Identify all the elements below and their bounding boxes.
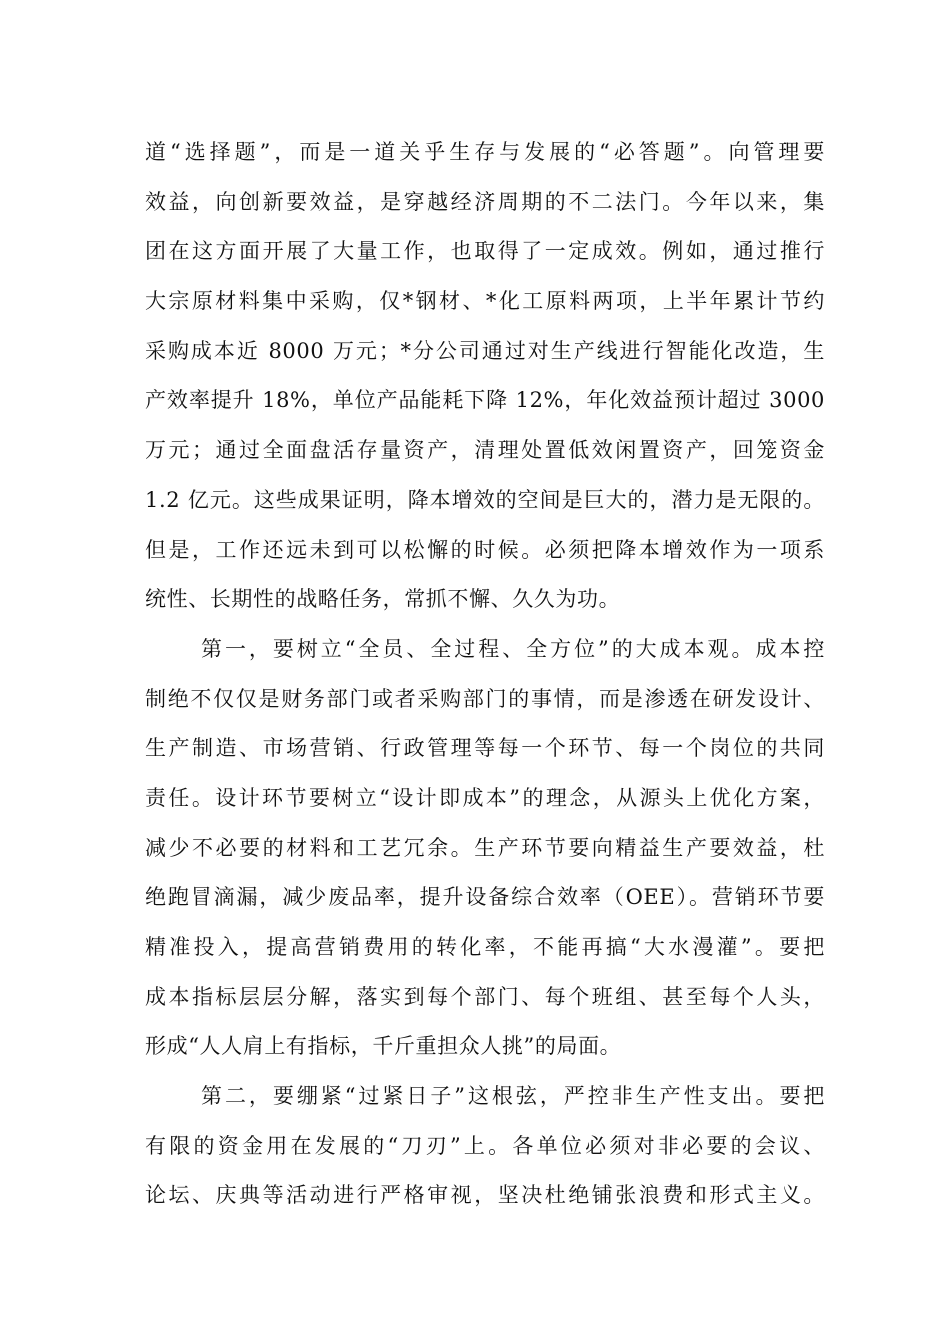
text-line: 产效率提升 18%，单位产品能耗下降 12%，年化效益预计超过 3000 [145,388,825,413]
text-line: 责任。设计环节要树立“设计即成本”的理念，从源头上优化方案， [145,785,825,810]
text-line: 效益，向创新要效益，是穿越经济周期的不二法门。今年以来，集 [145,189,825,214]
text-line: 万元；通过全面盘活存量资产，清理处置低效闲置资产，回笼资金 [145,438,825,463]
text-line: 减少不必要的材料和工艺冗余。生产环节要向精益生产要效益，杜 [145,835,825,860]
text-line: 采购成本近 8000 万元；*分公司通过对生产线进行智能化改造，生 [145,338,825,363]
text-line: 大宗原材料集中采购，仅*钢材、*化工原料两项，上半年累计节约 [145,289,825,314]
text-line: 有限的资金用在发展的“刀刃”上。各单位必须对非必要的会议、 [145,1133,825,1158]
text-line: 团在这方面开展了大量工作，也取得了一定成效。例如，通过推行 [145,239,825,264]
text-line: 论坛、庆典等活动进行严格审视，坚决杜绝铺张浪费和形式主义。 [145,1183,825,1208]
text-line: 但是，工作还远未到可以松懈的时候。必须把降本增效作为一项系 [145,537,825,562]
text-line: 1.2 亿元。这些成果证明，降本增效的空间是巨大的，潜力是无限的。 [145,487,825,512]
text-line: 生产制造、市场营销、行政管理等每一个环节、每一个岗位的共同 [145,736,825,761]
text-line: 形成“人人肩上有指标，千斤重担众人挑”的局面。 [145,1034,622,1059]
text-line: 第一，要树立“全员、全过程、全方位”的大成本观。成本控 [201,636,825,661]
text-line: 绝跑冒滴漏，减少废品率，提升设备综合效率（OEE）。营销环节要 [145,885,825,910]
text-line: 统性、长期性的战略任务，常抓不懈、久久为功。 [145,587,621,612]
document-body [145,128,825,1221]
text-line: 第二，要绷紧“过紧日子”这根弦，严控非生产性支出。要把 [201,1084,825,1109]
text-line: 制绝不仅仅是财务部门或者采购部门的事情，而是渗透在研发设计、 [145,686,825,711]
text-line: 道“选择题”，而是一道关乎生存与发展的“必答题”。向管理要 [145,140,825,164]
text-line: 精准投入，提高营销费用的转化率，不能再搞“大水漫灌”。要把 [145,935,825,959]
text-line: 成本指标层层分解，落实到每个部门、每个班组、甚至每个人头， [145,984,825,1009]
